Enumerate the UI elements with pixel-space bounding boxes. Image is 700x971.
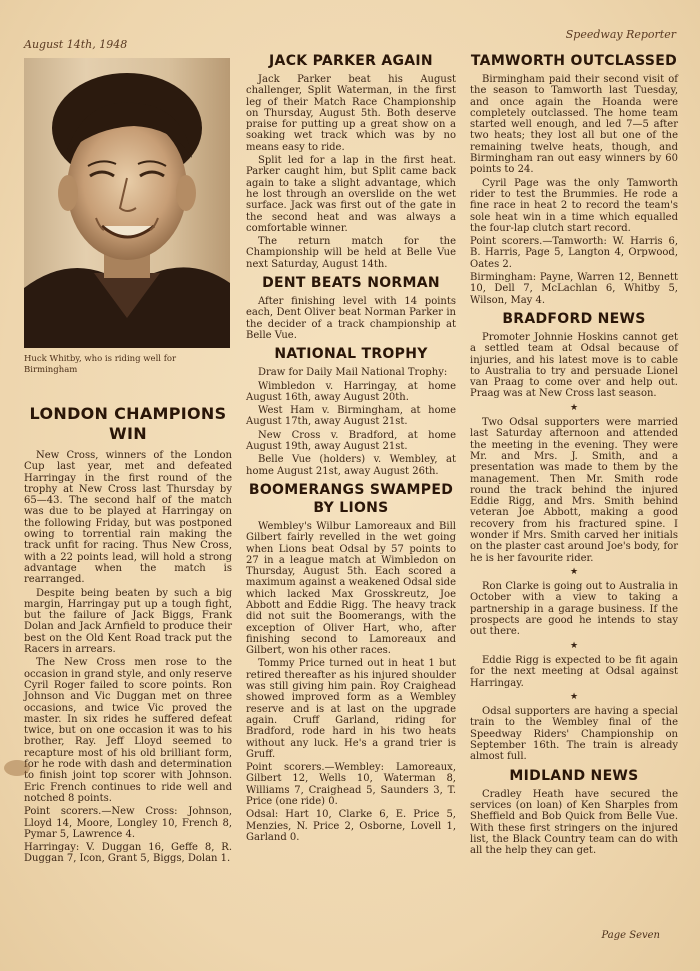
issue-date: August 14th, 1948 xyxy=(24,38,128,51)
parker-paragraph: The return match for the Championship will be held at Belle Vue next Saturday, August 14th. xyxy=(246,236,456,270)
boomerangs-paragraph: Tommy Price turned out in heat 1 but retired thereafter as his injured shoulder was still giving him pain. Roy Craighead showed improved form as a Wembley reserve and is at last on the upgrade again. Cruff Garland, riding for Bradford, rode hard in his two heats without any luck. He's a grand trier is Gruff. xyxy=(246,658,456,760)
london-paragraph: The New Cross men rose to the occasion in grand style, and only reserve Cyril Roger failed to score points. Ron Johnson and Vic Duggan met on three occasions, and twice Vic proved the master. In six rides he suffered defeat twice, but on one occasion it was to his brother, Ray. Jeff Lloyd seemed to recapture most of his old brilliant form, for he rode with dash and determination to finish joint top scorer with Johnson. Eric French continues to ride well and notched 8 points. xyxy=(24,657,232,804)
boomerangs-scores: Odsal: Hart 10, Clarke 6, E. Price 5, Menzies, N. Price 2, Osborne, Lovell 1, Garland 0. xyxy=(246,809,456,843)
national-paragraph: Wimbledon v. Harringay, at home August 16th, away August 20th. xyxy=(246,380,456,403)
star-separator: ★ xyxy=(569,691,579,702)
national-headline: NATIONAL TROPHY xyxy=(274,346,428,363)
national-paragraph: West Ham v. Birmingham, at home August 17th, away August 21st. xyxy=(246,405,456,428)
london-scores: Harringay: V. Duggan 16, Geffe 8, R. Duggan 7, Icon, Grant 5, Biggs, Dolan 1. xyxy=(24,842,232,865)
tamworth-paragraph: Birmingham paid their second visit of the season to Tamworth last Tuesday, and once again the Hoanda were completely outclassed. The home team started well enough, and led 7—5 after two heats; they lost all but one of the remaining twelve heats, though, and Birmingham ran out easy winners by 60 points to 24. xyxy=(470,74,678,176)
bradford-headline: BRADFORD NEWS xyxy=(502,310,646,327)
star-separator: ★ xyxy=(569,640,579,651)
parker-paragraph: Jack Parker beat his August challenger, Split Waterman, in the first leg of their Match Race Championship on Thursday, August 5th. Both deserve praise for putting up a great show on a soaking wet track which was by no means easy to ride. xyxy=(246,74,456,153)
page-number: Page Seven xyxy=(601,930,660,941)
london-headline: LONDON CHAMPIONS WIN xyxy=(29,404,227,443)
tamworth-scores: Point scorers.—Tamworth: W. Harris 6, B. Harris, Page 5, Langton 4, Orpwood, Oates 2. xyxy=(470,236,678,270)
star-separator: ★ xyxy=(569,566,579,577)
midland-paragraph: Cradley Heath have secured the services (on loan) of Ken Sharples from Sheffield and Bob Quick from Belle Vue. With these first stringers on the injured list, the Black Country team can do with all the help they can get. xyxy=(470,788,678,857)
bradford-paragraph: Two Odsal supporters were married last Saturday afternoon and attended the meeting in the evening. They were Mr. and Mrs. J. Smith, and a presentation was made to them by the management. Then Mr. Smith rode round the track behind the injured Eddie Rigg, and Mrs. Smith behind veteran Joe Abbott, making a good recovery from his fractured spine. I wonder if Mrs. Smith carved her initials on the plaster cast around Joe's body, for he is her favourite rider. xyxy=(470,417,678,564)
boomerangs-headline: BOOMERANGS SWAMPED BY LIONS xyxy=(248,481,454,516)
column-2 xyxy=(246,48,456,845)
tamworth-scores: Birmingham: Payne, Warren 12, Bennett 10, Dell 7, McLachlan 6, Whitby 5, Wilson, May 4. xyxy=(470,272,678,306)
photo-caption: Huck Whitby, who is riding well for Birmingham xyxy=(24,354,177,375)
london-scores: Point scorers.—New Cross: Johnson, Lloyd 14, Moore, Longley 10, French 8, Pymar 5, Lawrence 4. xyxy=(24,806,232,840)
boomerangs-scores: Point scorers.—Wembley: Lamoreaux, Gilbert 12, Wells 10, Waterman 8, Williams 7, Craighead 5, Saunders 3, T. Price (one ride) 0. xyxy=(246,762,456,808)
national-paragraph: Draw for Daily Mail National Trophy: xyxy=(258,367,448,379)
london-paragraph: Despite being beaten by such a big margin, Harringay put up a tough fight, but the failure of Jack Biggs, Frank Dolan and Jack Arnfield to produce their best on the Old Kent Road track put the Racers in arrears. xyxy=(24,587,232,656)
tamworth-paragraph: Cyril Page was the only Tamworth rider to test the Brummies. He rode a fine race in heat 2 to record the team's sole heat win in a time which equalled the four-lap clutch start record. xyxy=(470,177,678,234)
ink-stain xyxy=(4,760,30,776)
bradford-paragraph: Promoter Johnnie Hoskins cannot get a settled team at Odsal because of injuries, and his latest move is to cable to Australia to try and persuade Lionel van Praag to come over and help out. Praag was at New Cross last season. xyxy=(470,331,678,400)
parker-paragraph: Split led for a lap in the first heat. Parker caught him, but Split came back again to take a slight advantage, which he lost through an overslide on the wet surface. Jack was first out of the gate in the second heat and was always a comfortable winner. xyxy=(246,155,456,234)
dent-headline: DENT BEATS NORMAN xyxy=(262,275,440,292)
rider-photo xyxy=(24,58,230,348)
tamworth-headline: TAMWORTH OUTCLASSED xyxy=(470,53,678,69)
national-paragraph: Belle Vue (holders) v. Wembley, at home August 21st, away August 26th. xyxy=(246,454,456,477)
column-3 xyxy=(470,48,678,858)
midland-headline: MIDLAND NEWS xyxy=(509,767,639,784)
bradford-paragraph: Odsal supporters are having a special train to the Wembley final of the Speedway Riders' Championship on September 16th. The train is already almost full. xyxy=(470,706,678,763)
london-paragraph: New Cross, winners of the London Cup last year, met and defeated Harringay in the first round of the trophy at New Cross last Thursday by 65—43. The second half of the match was due to be played at Harringay on the following Friday, but was postponed owing to torrential rain making the track unfit for racing. Thus New Cross, with a 22 points lead, will hold a strong advantage when the match is rearranged. xyxy=(24,450,232,586)
boomerangs-paragraph: Wembley's Wilbur Lamoreaux and Bill Gilbert fairly revelled in the wet going when Lions beat Odsal by 57 points to 27 in a league match at Wimbledon on Thursday, August 5th. Each scored a maximum against a weakened Odsal side which lacked Max Grosskreutz, Joe Abbott and Eddie Rigg. The heavy track did not suit the Boomerangs, with the exception of Oliver Hart, who, after finishing second to Lamoreaux and Gilbert, won his other races. xyxy=(246,520,456,657)
dent-paragraph: After finishing level with 14 points each, Dent Oliver beat Norman Parker in the decider of a track championship at Belle Vue. xyxy=(246,296,456,341)
portrait-image xyxy=(24,58,230,348)
parker-headline: JACK PARKER AGAIN xyxy=(269,53,433,69)
national-paragraph: New Cross v. Bradford, at home August 19th, away August 21st. xyxy=(246,429,456,453)
publication-name: Speedway Reporter xyxy=(565,28,676,41)
bradford-paragraph: Eddie Rigg is expected to be fit again for the next meeting at Odsal against Harringay. xyxy=(470,654,678,689)
column-1 xyxy=(24,400,232,867)
star-separator: ★ xyxy=(569,402,579,413)
bradford-paragraph: Ron Clarke is going out to Australia in October with a view to taking a partnership in a garage business. If the prospects are good he intends to stay out there. xyxy=(470,581,678,638)
